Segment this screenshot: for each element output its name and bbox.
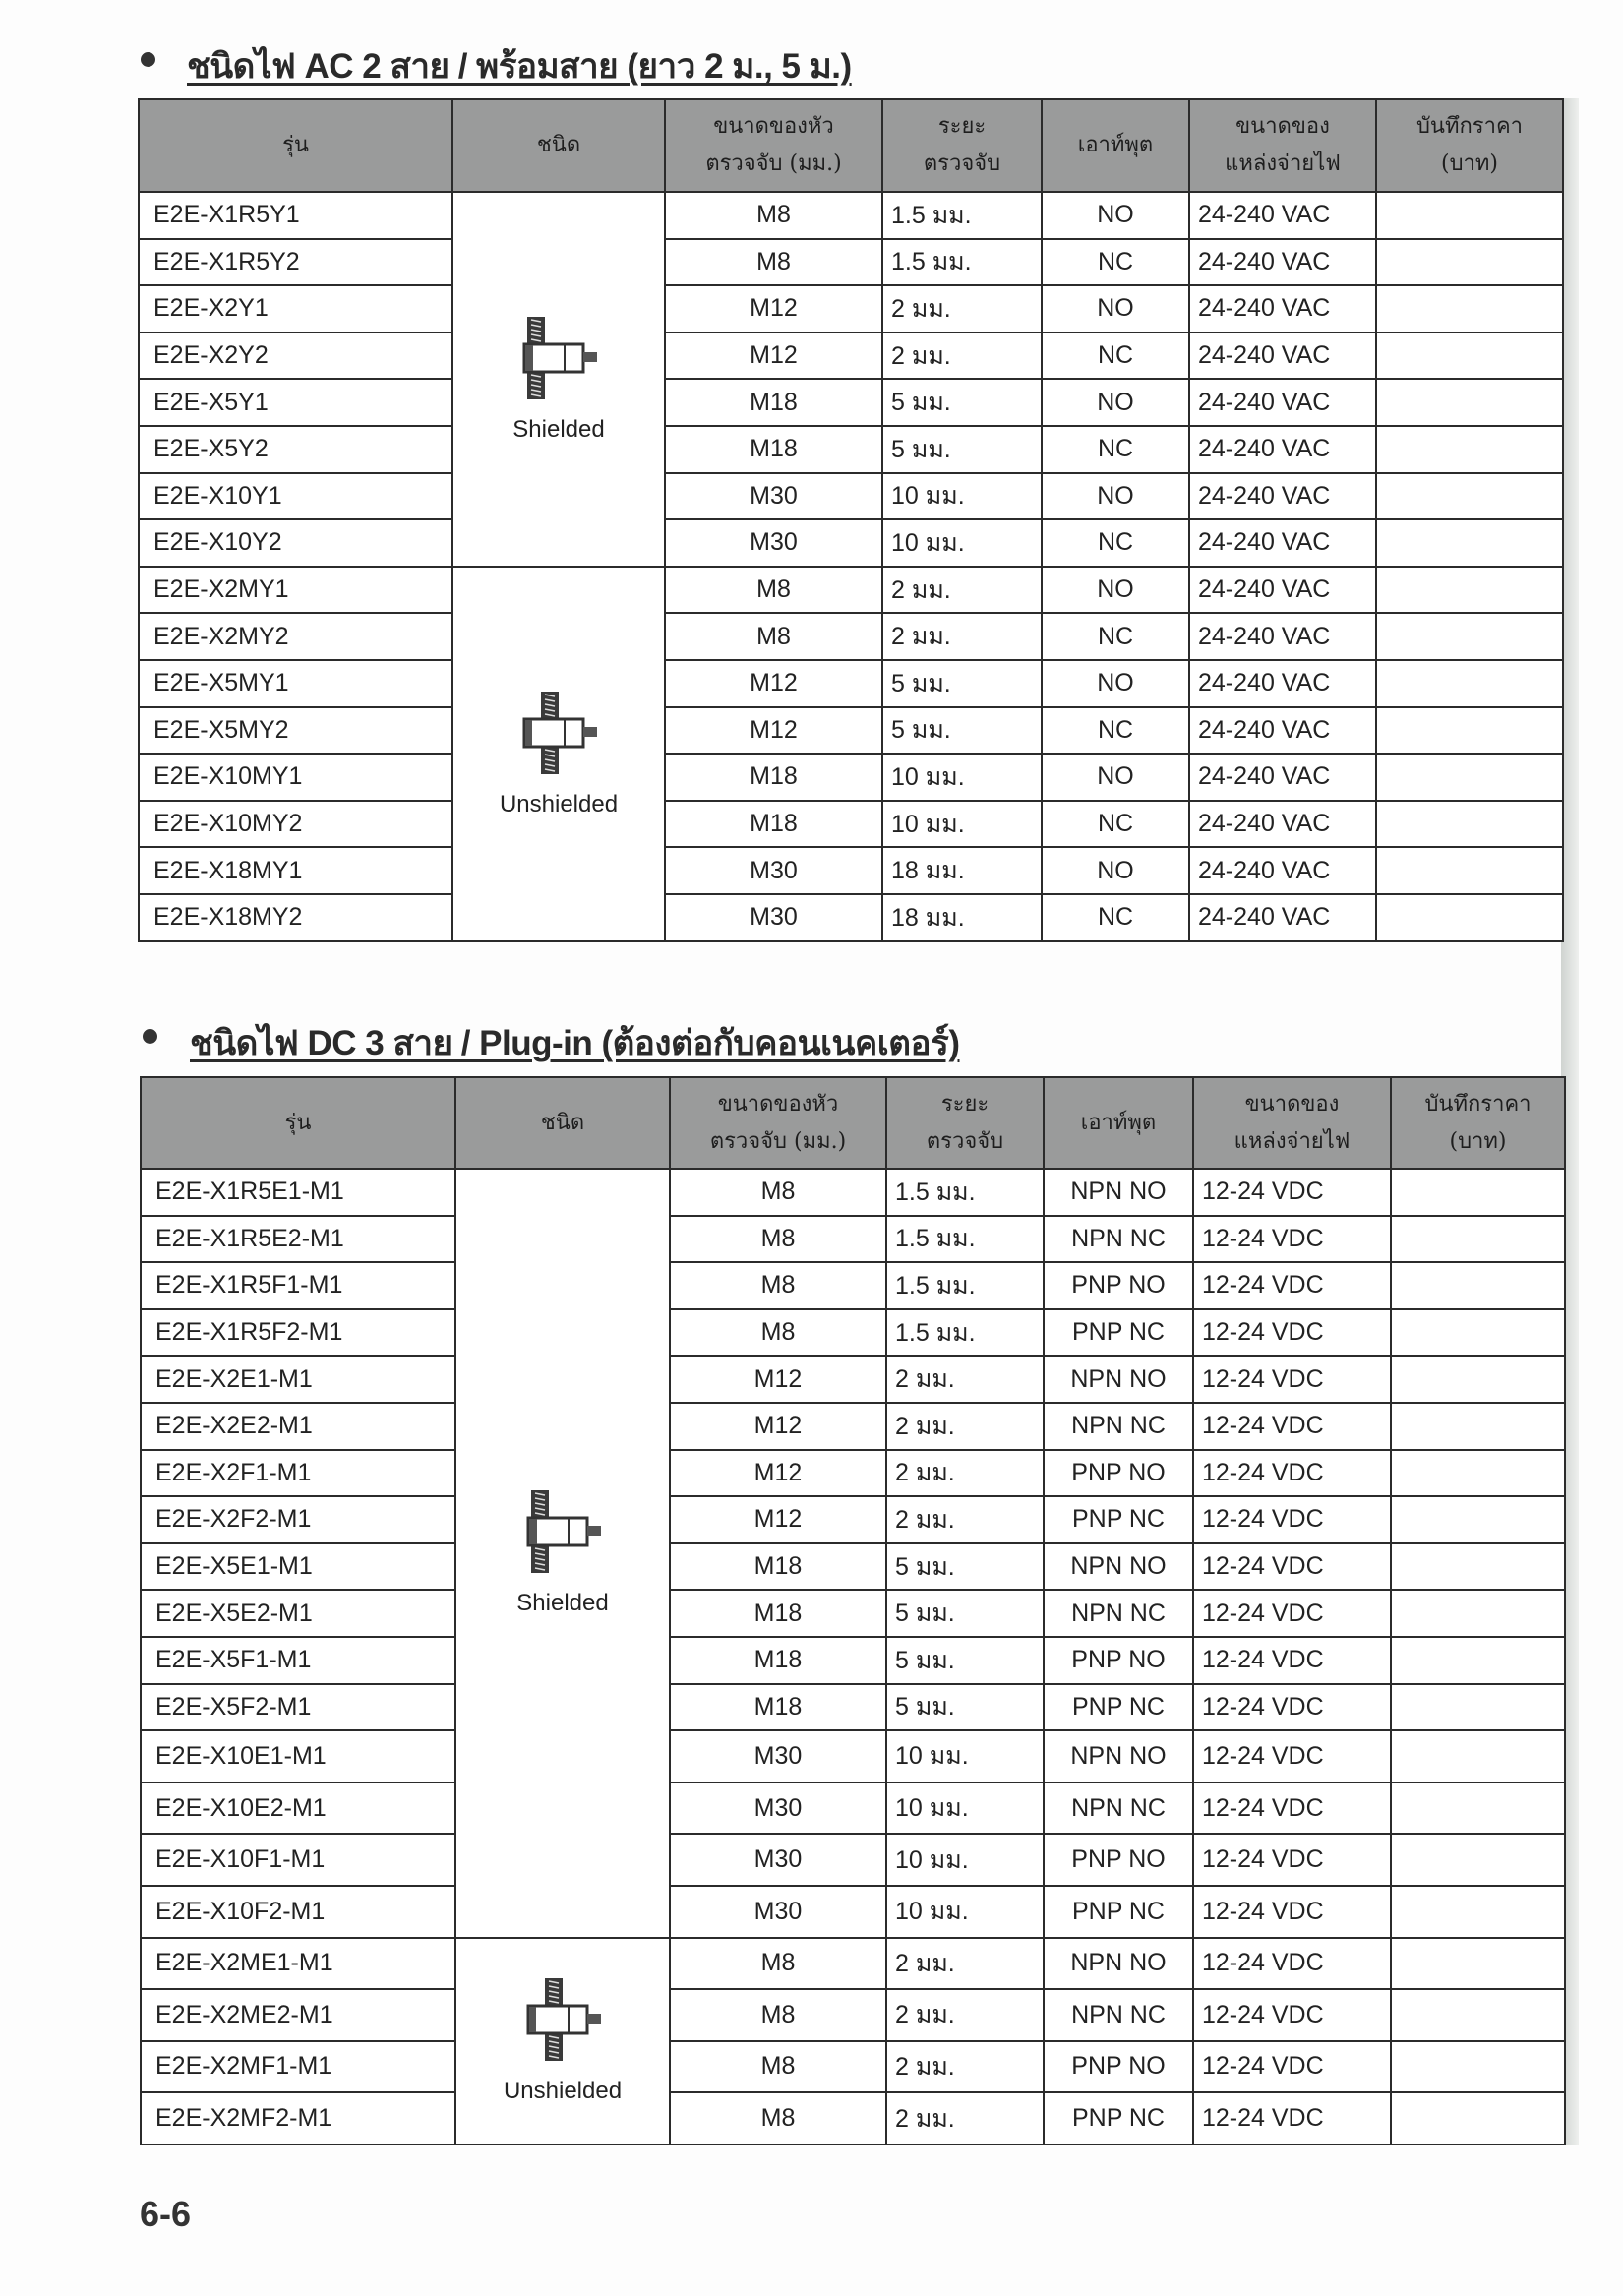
table-row bbox=[139, 707, 1563, 755]
cell-head-size: M8 bbox=[670, 2041, 886, 2093]
cell-supply: 12-24 VDC bbox=[1193, 1730, 1391, 1782]
cell-model: E2E-X5Y2 bbox=[139, 426, 452, 473]
cell-price[interactable] bbox=[1391, 1782, 1565, 1835]
cell-range: 1.5 มม. bbox=[882, 192, 1042, 239]
cell-output: NO bbox=[1042, 847, 1189, 894]
table-row bbox=[141, 1590, 1565, 1637]
cell-output: NPN NO bbox=[1044, 1730, 1193, 1782]
cell-price[interactable] bbox=[1391, 1216, 1565, 1263]
cell-price[interactable] bbox=[1391, 1590, 1565, 1637]
section-title-dc: ชนิดไฟ DC 3 สาย / Plug-in (ต้องต่อกับคอนเนคเตอร์) bbox=[190, 1024, 960, 1062]
cell-model: E2E-X2E1-M1 bbox=[141, 1356, 455, 1403]
cell-range: 10 มม. bbox=[886, 1886, 1044, 1938]
cell-price[interactable] bbox=[1376, 285, 1563, 332]
header-output: เอาท์พุต bbox=[1044, 1077, 1193, 1169]
table-row bbox=[141, 1782, 1565, 1835]
cell-price[interactable] bbox=[1391, 1543, 1565, 1591]
cell-price[interactable] bbox=[1376, 567, 1563, 614]
cell-model: E2E-X2MF2-M1 bbox=[141, 2092, 455, 2145]
table-header-row bbox=[141, 1077, 1565, 1169]
table-row bbox=[141, 1262, 1565, 1309]
cell-price[interactable] bbox=[1376, 707, 1563, 755]
cell-output: NPN NC bbox=[1044, 1590, 1193, 1637]
cell-model: E2E-X2F1-M1 bbox=[141, 1450, 455, 1497]
cell-model: E2E-X10MY1 bbox=[139, 754, 452, 801]
cell-range: 1.5 มม. bbox=[882, 239, 1042, 286]
cell-output: NC bbox=[1042, 239, 1189, 286]
cell-range: 1.5 มม. bbox=[886, 1216, 1044, 1263]
cell-range: 5 มม. bbox=[882, 426, 1042, 473]
unshielded-sensor-icon bbox=[464, 1976, 661, 2072]
cell-model: E2E-X2MY2 bbox=[139, 613, 452, 660]
cell-type bbox=[452, 567, 665, 941]
cell-range: 1.5 มม. bbox=[886, 1169, 1044, 1216]
cell-output: PNP NO bbox=[1044, 2041, 1193, 2093]
cell-supply: 12-24 VDC bbox=[1193, 1886, 1391, 1938]
header-model: รุ่น bbox=[141, 1077, 455, 1169]
cell-head-size: M8 bbox=[670, 1309, 886, 1357]
cell-output: NO bbox=[1042, 754, 1189, 801]
cell-supply: 24-240 VAC bbox=[1189, 192, 1376, 239]
cell-supply: 12-24 VDC bbox=[1193, 1356, 1391, 1403]
cell-range: 10 มม. bbox=[882, 473, 1042, 520]
header-range: ระยะ ตรวจจับ bbox=[882, 99, 1042, 192]
cell-head-size: M30 bbox=[665, 847, 882, 894]
cell-supply: 12-24 VDC bbox=[1193, 1782, 1391, 1835]
cell-range: 2 มม. bbox=[886, 1938, 1044, 1990]
table-row bbox=[141, 1356, 1565, 1403]
cell-output: NC bbox=[1042, 613, 1189, 660]
cell-supply: 24-240 VAC bbox=[1189, 332, 1376, 380]
cell-model: E2E-X10E2-M1 bbox=[141, 1782, 455, 1835]
page-number: 6-6 bbox=[140, 2194, 192, 2234]
cell-supply: 24-240 VAC bbox=[1189, 801, 1376, 848]
cell-model: E2E-X18MY2 bbox=[139, 894, 452, 941]
cell-output: PNP NO bbox=[1044, 1834, 1193, 1886]
cell-price[interactable] bbox=[1391, 2092, 1565, 2145]
table-row bbox=[141, 1169, 1565, 1216]
cell-model: E2E-X2F2-M1 bbox=[141, 1496, 455, 1543]
cell-head-size: M12 bbox=[665, 332, 882, 380]
cell-range: 2 มม. bbox=[886, 2092, 1044, 2145]
cell-supply: 24-240 VAC bbox=[1189, 567, 1376, 614]
cell-output: PNP NO bbox=[1044, 1450, 1193, 1497]
cell-output: NPN NC bbox=[1044, 1782, 1193, 1835]
cell-model: E2E-X10Y2 bbox=[139, 519, 452, 567]
cell-range: 1.5 มม. bbox=[886, 1262, 1044, 1309]
cell-price[interactable] bbox=[1376, 473, 1563, 520]
cell-output: NO bbox=[1042, 192, 1189, 239]
table-row bbox=[141, 2041, 1565, 2093]
cell-price[interactable] bbox=[1391, 1496, 1565, 1543]
table-row bbox=[139, 894, 1563, 941]
cell-range: 10 มม. bbox=[886, 1782, 1044, 1835]
table-row bbox=[139, 613, 1563, 660]
type-label: Unshielded bbox=[503, 2078, 623, 2105]
cell-model: E2E-X1R5Y1 bbox=[139, 192, 452, 239]
cell-supply: 24-240 VAC bbox=[1189, 285, 1376, 332]
cell-supply: 12-24 VDC bbox=[1193, 2041, 1391, 2093]
cell-head-size: M18 bbox=[670, 1684, 886, 1731]
cell-head-size: M12 bbox=[665, 660, 882, 707]
shielded-sensor-icon bbox=[461, 315, 656, 410]
type-label: Unshielded bbox=[499, 790, 619, 817]
cell-model: E2E-X2Y2 bbox=[139, 332, 452, 380]
cell-range: 2 มม. bbox=[882, 613, 1042, 660]
cell-model: E2E-X2ME2-M1 bbox=[141, 1989, 455, 2041]
cell-head-size: M30 bbox=[670, 1730, 886, 1782]
cell-head-size: M8 bbox=[670, 1216, 886, 1263]
header-type: ชนิด bbox=[455, 1077, 670, 1169]
table-row bbox=[141, 1216, 1565, 1263]
cell-range: 1.5 มม. bbox=[886, 1309, 1044, 1357]
table-row bbox=[141, 2092, 1565, 2145]
cell-price[interactable] bbox=[1391, 1938, 1565, 1990]
cell-head-size: M18 bbox=[665, 379, 882, 426]
cell-price[interactable] bbox=[1376, 754, 1563, 801]
cell-head-size: M8 bbox=[670, 1989, 886, 2041]
cell-output: PNP NC bbox=[1044, 1886, 1193, 1938]
cell-type bbox=[452, 192, 665, 567]
cell-model: E2E-X18MY1 bbox=[139, 847, 452, 894]
cell-range: 18 มม. bbox=[882, 847, 1042, 894]
cell-supply: 24-240 VAC bbox=[1189, 239, 1376, 286]
cell-model: E2E-X5Y1 bbox=[139, 379, 452, 426]
cell-supply: 12-24 VDC bbox=[1193, 1938, 1391, 1990]
cell-supply: 12-24 VDC bbox=[1193, 1590, 1391, 1637]
cell-range: 5 มม. bbox=[882, 707, 1042, 755]
cell-supply: 24-240 VAC bbox=[1189, 847, 1376, 894]
table-row bbox=[139, 754, 1563, 801]
cell-range: 2 มม. bbox=[882, 567, 1042, 614]
table-row bbox=[141, 1834, 1565, 1886]
type-label: Shielded bbox=[512, 415, 605, 443]
cell-range: 18 มม. bbox=[882, 894, 1042, 941]
bullet-icon bbox=[141, 52, 155, 67]
cell-price[interactable] bbox=[1391, 1356, 1565, 1403]
header-supply: ขนาดของ แหล่งจ่ายไฟ bbox=[1193, 1077, 1391, 1169]
cell-supply: 12-24 VDC bbox=[1193, 1637, 1391, 1684]
table-row bbox=[141, 1496, 1565, 1543]
cell-head-size: M18 bbox=[665, 426, 882, 473]
ac-spec-table bbox=[138, 98, 1564, 942]
table-row bbox=[141, 1730, 1565, 1782]
header-supply: ขนาดของ แหล่งจ่ายไฟ bbox=[1189, 99, 1376, 192]
cell-head-size: M8 bbox=[665, 239, 882, 286]
cell-range: 10 มม. bbox=[882, 754, 1042, 801]
table-row bbox=[141, 1403, 1565, 1450]
cell-supply: 24-240 VAC bbox=[1189, 894, 1376, 941]
table-row bbox=[139, 239, 1563, 286]
cell-price[interactable] bbox=[1376, 847, 1563, 894]
cell-model: E2E-X10Y1 bbox=[139, 473, 452, 520]
cell-price[interactable] bbox=[1376, 379, 1563, 426]
cell-head-size: M30 bbox=[665, 519, 882, 567]
header-price: บันทึกราคา (บาท) bbox=[1376, 99, 1563, 192]
cell-head-size: M12 bbox=[665, 285, 882, 332]
cell-supply: 12-24 VDC bbox=[1193, 1216, 1391, 1263]
table-row bbox=[139, 660, 1563, 707]
cell-range: 10 มม. bbox=[886, 1730, 1044, 1782]
cell-output: NPN NC bbox=[1044, 1216, 1193, 1263]
cell-range: 2 มม. bbox=[882, 332, 1042, 380]
table-row bbox=[141, 1989, 1565, 2041]
cell-supply: 12-24 VDC bbox=[1193, 1834, 1391, 1886]
header-output: เอาท์พุต bbox=[1042, 99, 1189, 192]
cell-model: E2E-X2Y1 bbox=[139, 285, 452, 332]
cell-supply: 24-240 VAC bbox=[1189, 473, 1376, 520]
cell-head-size: M8 bbox=[670, 1262, 886, 1309]
cell-type bbox=[455, 1938, 670, 2145]
cell-model: E2E-X5F2-M1 bbox=[141, 1684, 455, 1731]
cell-range: 10 มม. bbox=[882, 519, 1042, 567]
cell-price[interactable] bbox=[1391, 1637, 1565, 1684]
unshielded-sensor-icon bbox=[461, 690, 656, 785]
table-row bbox=[141, 1543, 1565, 1591]
cell-price[interactable] bbox=[1391, 1730, 1565, 1782]
cell-head-size: M18 bbox=[670, 1543, 886, 1591]
table-row bbox=[139, 847, 1563, 894]
cell-price[interactable] bbox=[1376, 426, 1563, 473]
cell-head-size: M8 bbox=[665, 613, 882, 660]
table-row bbox=[139, 519, 1563, 567]
cell-output: PNP NC bbox=[1044, 1309, 1193, 1357]
cell-output: NC bbox=[1042, 801, 1189, 848]
table-row bbox=[139, 192, 1563, 239]
cell-head-size: M18 bbox=[665, 754, 882, 801]
header-type: ชนิด bbox=[452, 99, 665, 192]
cell-head-size: M30 bbox=[665, 894, 882, 941]
cell-supply: 12-24 VDC bbox=[1193, 1169, 1391, 1216]
cell-output: NPN NC bbox=[1044, 1989, 1193, 2041]
cell-head-size: M30 bbox=[670, 1782, 886, 1835]
cell-supply: 12-24 VDC bbox=[1193, 1496, 1391, 1543]
cell-range: 5 มม. bbox=[886, 1637, 1044, 1684]
cell-model: E2E-X2E2-M1 bbox=[141, 1403, 455, 1450]
shielded-sensor-icon bbox=[464, 1488, 661, 1584]
cell-model: E2E-X2ME1-M1 bbox=[141, 1938, 455, 1990]
cell-output: PNP NC bbox=[1044, 2092, 1193, 2145]
type-label: Shielded bbox=[516, 1590, 609, 1617]
cell-supply: 12-24 VDC bbox=[1193, 1450, 1391, 1497]
cell-type bbox=[455, 1169, 670, 1938]
cell-price[interactable] bbox=[1376, 239, 1563, 286]
cell-output: NC bbox=[1042, 519, 1189, 567]
cell-model: E2E-X5MY2 bbox=[139, 707, 452, 755]
cell-model: E2E-X10F2-M1 bbox=[141, 1886, 455, 1938]
cell-output: NO bbox=[1042, 473, 1189, 520]
cell-price[interactable] bbox=[1391, 2041, 1565, 2093]
cell-price[interactable] bbox=[1391, 1886, 1565, 1938]
cell-supply: 24-240 VAC bbox=[1189, 707, 1376, 755]
cell-price[interactable] bbox=[1391, 1989, 1565, 2041]
cell-range: 10 มม. bbox=[882, 801, 1042, 848]
cell-supply: 12-24 VDC bbox=[1193, 1684, 1391, 1731]
cell-output: NC bbox=[1042, 426, 1189, 473]
cell-model: E2E-X1R5E1-M1 bbox=[141, 1169, 455, 1216]
table-row bbox=[141, 1886, 1565, 1938]
cell-range: 5 มม. bbox=[886, 1684, 1044, 1731]
cell-output: NPN NC bbox=[1044, 1403, 1193, 1450]
cell-model: E2E-X10MY2 bbox=[139, 801, 452, 848]
cell-price[interactable] bbox=[1376, 332, 1563, 380]
cell-head-size: M8 bbox=[670, 1938, 886, 1990]
cell-output: NC bbox=[1042, 332, 1189, 380]
cell-supply: 12-24 VDC bbox=[1193, 1309, 1391, 1357]
table-row bbox=[139, 379, 1563, 426]
cell-head-size: M18 bbox=[665, 801, 882, 848]
table-row bbox=[141, 1309, 1565, 1357]
cell-model: E2E-X1R5F2-M1 bbox=[141, 1309, 455, 1357]
cell-model: E2E-X5E2-M1 bbox=[141, 1590, 455, 1637]
cell-head-size: M12 bbox=[670, 1356, 886, 1403]
cell-price[interactable] bbox=[1391, 1403, 1565, 1450]
table-row bbox=[141, 1450, 1565, 1497]
cell-model: E2E-X10E1-M1 bbox=[141, 1730, 455, 1782]
cell-head-size: M12 bbox=[670, 1450, 886, 1497]
header-head-size: ขนาดของหัว ตรวจจับ (มม.) bbox=[670, 1077, 886, 1169]
table-row bbox=[139, 332, 1563, 380]
cell-output: PNP NC bbox=[1044, 1684, 1193, 1731]
cell-supply: 24-240 VAC bbox=[1189, 613, 1376, 660]
cell-head-size: M8 bbox=[665, 192, 882, 239]
cell-head-size: M8 bbox=[665, 567, 882, 614]
cell-head-size: M8 bbox=[670, 2092, 886, 2145]
cell-price[interactable] bbox=[1376, 660, 1563, 707]
cell-output: PNP NC bbox=[1044, 1496, 1193, 1543]
cell-model: E2E-X5MY1 bbox=[139, 660, 452, 707]
cell-supply: 12-24 VDC bbox=[1193, 1403, 1391, 1450]
cell-model: E2E-X2MY1 bbox=[139, 567, 452, 614]
header-range: ระยะ ตรวจจับ bbox=[886, 1077, 1044, 1169]
cell-model: E2E-X10F1-M1 bbox=[141, 1834, 455, 1886]
cell-output: NO bbox=[1042, 567, 1189, 614]
cell-output: NPN NO bbox=[1044, 1169, 1193, 1216]
cell-head-size: M12 bbox=[665, 707, 882, 755]
cell-output: NPN NO bbox=[1044, 1938, 1193, 1990]
cell-price[interactable] bbox=[1376, 519, 1563, 567]
cell-head-size: M30 bbox=[665, 473, 882, 520]
table-row bbox=[141, 1938, 1565, 1990]
table-row bbox=[139, 473, 1563, 520]
cell-supply: 12-24 VDC bbox=[1193, 1543, 1391, 1591]
cell-output: NC bbox=[1042, 707, 1189, 755]
cell-output: NPN NO bbox=[1044, 1356, 1193, 1403]
cell-output: NPN NO bbox=[1044, 1543, 1193, 1591]
cell-price[interactable] bbox=[1391, 1169, 1565, 1216]
cell-supply: 12-24 VDC bbox=[1193, 2092, 1391, 2145]
cell-model: E2E-X5F1-M1 bbox=[141, 1637, 455, 1684]
cell-range: 2 มม. bbox=[886, 1356, 1044, 1403]
cell-supply: 24-240 VAC bbox=[1189, 519, 1376, 567]
cell-supply: 24-240 VAC bbox=[1189, 379, 1376, 426]
header-head-size: ขนาดของหัว ตรวจจับ (มม.) bbox=[665, 99, 882, 192]
cell-head-size: M30 bbox=[670, 1886, 886, 1938]
cell-range: 5 มม. bbox=[882, 660, 1042, 707]
cell-model: E2E-X5E1-M1 bbox=[141, 1543, 455, 1591]
cell-range: 2 มม. bbox=[886, 1989, 1044, 2041]
cell-output: PNP NO bbox=[1044, 1637, 1193, 1684]
cell-model: E2E-X1R5Y2 bbox=[139, 239, 452, 286]
cell-model: E2E-X1R5F1-M1 bbox=[141, 1262, 455, 1309]
cell-price[interactable] bbox=[1376, 894, 1563, 941]
header-model: รุ่น bbox=[139, 99, 452, 192]
cell-price[interactable] bbox=[1391, 1262, 1565, 1309]
cell-head-size: M18 bbox=[670, 1637, 886, 1684]
cell-output: NC bbox=[1042, 894, 1189, 941]
cell-model: E2E-X2MF1-M1 bbox=[141, 2041, 455, 2093]
cell-range: 5 มม. bbox=[886, 1543, 1044, 1591]
cell-price[interactable] bbox=[1376, 613, 1563, 660]
table-row bbox=[141, 1684, 1565, 1731]
cell-range: 5 มม. bbox=[882, 379, 1042, 426]
cell-supply: 24-240 VAC bbox=[1189, 754, 1376, 801]
cell-head-size: M30 bbox=[670, 1834, 886, 1886]
table-row bbox=[139, 567, 1563, 614]
table-row bbox=[141, 1637, 1565, 1684]
cell-output: NO bbox=[1042, 285, 1189, 332]
cell-output: NO bbox=[1042, 379, 1189, 426]
cell-range: 2 มม. bbox=[886, 2041, 1044, 2093]
cell-head-size: M12 bbox=[670, 1496, 886, 1543]
cell-price[interactable] bbox=[1391, 1309, 1565, 1357]
cell-price[interactable] bbox=[1391, 1450, 1565, 1497]
dc-spec-table bbox=[140, 1076, 1566, 2145]
table-row bbox=[139, 426, 1563, 473]
cell-output: NO bbox=[1042, 660, 1189, 707]
cell-range: 10 มม. bbox=[886, 1834, 1044, 1886]
cell-model: E2E-X1R5E2-M1 bbox=[141, 1216, 455, 1263]
cell-range: 2 มม. bbox=[886, 1450, 1044, 1497]
cell-supply: 12-24 VDC bbox=[1193, 1262, 1391, 1309]
cell-price[interactable] bbox=[1376, 801, 1563, 848]
header-price: บันทึกราคา (บาท) bbox=[1391, 1077, 1565, 1169]
cell-price[interactable] bbox=[1391, 1684, 1565, 1731]
cell-head-size: M8 bbox=[670, 1169, 886, 1216]
cell-price[interactable] bbox=[1376, 192, 1563, 239]
cell-range: 2 มม. bbox=[886, 1496, 1044, 1543]
table-header-row bbox=[139, 99, 1563, 192]
bullet-icon bbox=[143, 1029, 157, 1044]
cell-price[interactable] bbox=[1391, 1834, 1565, 1886]
table-row bbox=[139, 801, 1563, 848]
cell-range: 2 มม. bbox=[886, 1403, 1044, 1450]
cell-supply: 24-240 VAC bbox=[1189, 660, 1376, 707]
section-title-ac: ชนิดไฟ AC 2 สาย / พร้อมสาย (ยาว 2 ม., 5 ม.) bbox=[187, 47, 852, 86]
cell-head-size: M12 bbox=[670, 1403, 886, 1450]
cell-range: 5 มม. bbox=[886, 1590, 1044, 1637]
cell-head-size: M18 bbox=[670, 1590, 886, 1637]
cell-range: 2 มม. bbox=[882, 285, 1042, 332]
table-row bbox=[139, 285, 1563, 332]
cell-supply: 12-24 VDC bbox=[1193, 1989, 1391, 2041]
cell-supply: 24-240 VAC bbox=[1189, 426, 1376, 473]
cell-output: PNP NO bbox=[1044, 1262, 1193, 1309]
